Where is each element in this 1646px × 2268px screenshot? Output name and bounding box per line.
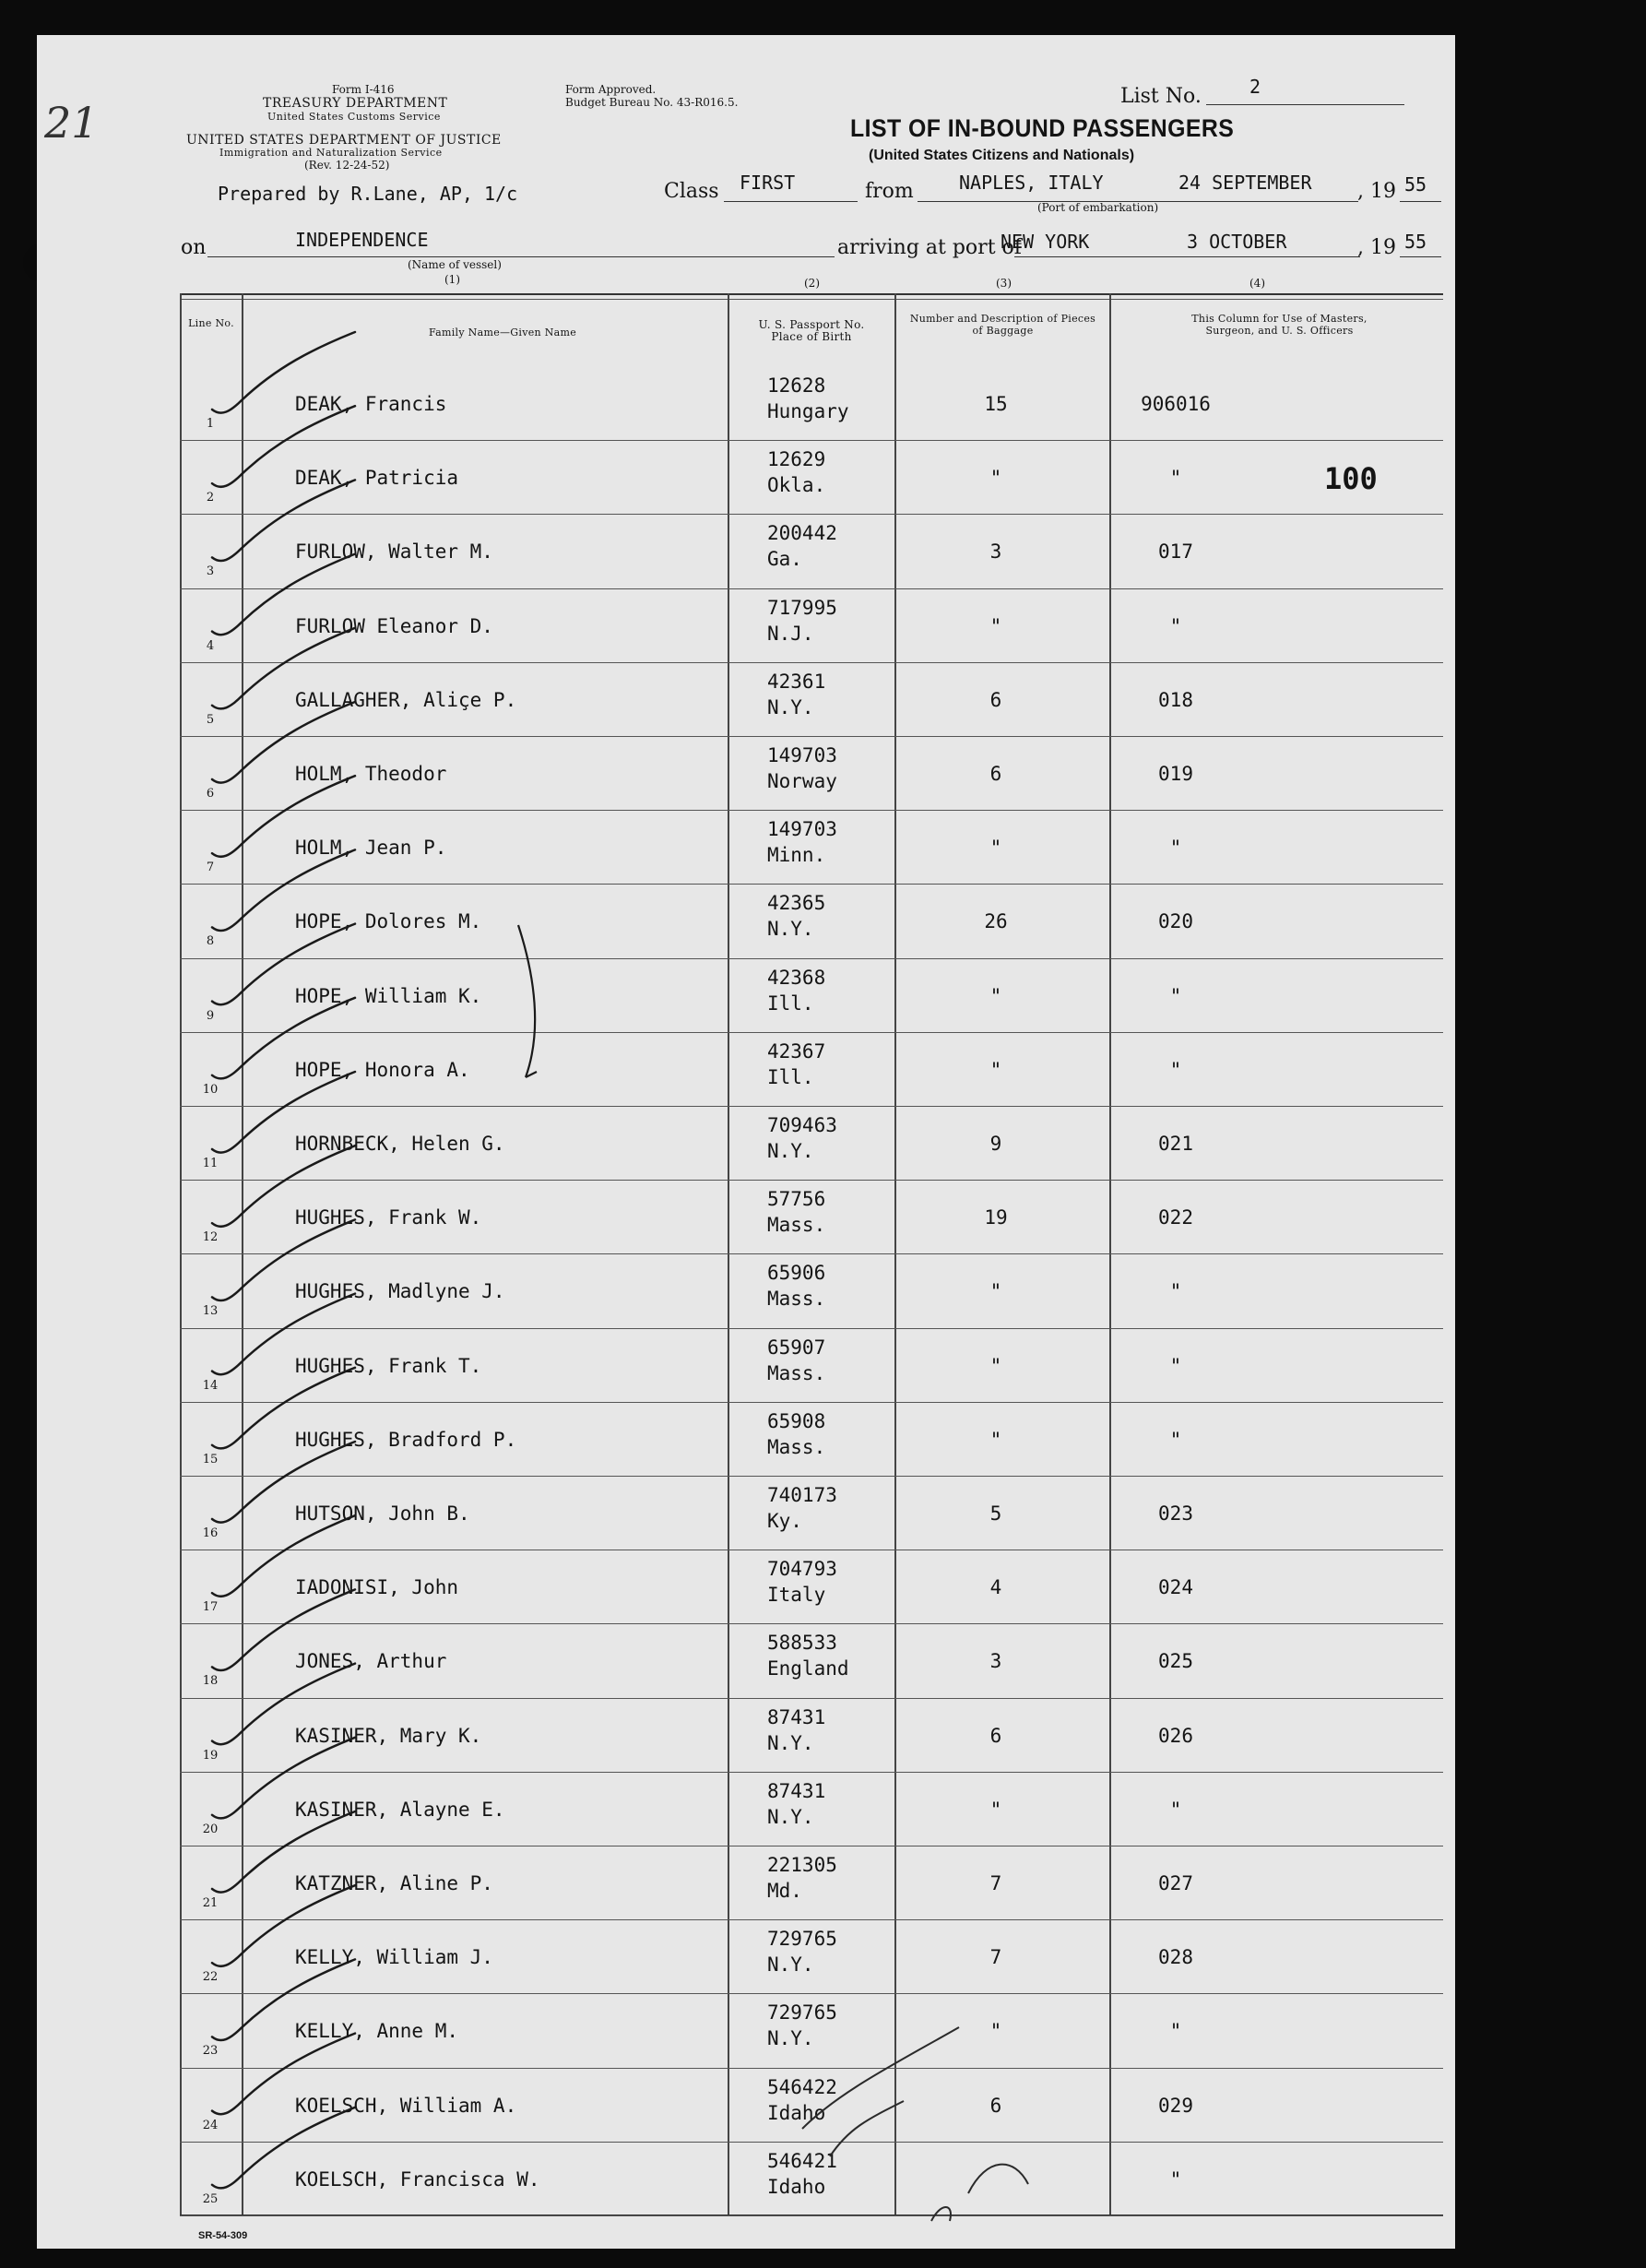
col-num-4: (4)	[1249, 277, 1265, 290]
officer-code: "	[1169, 614, 1182, 637]
officer-code: "	[1169, 1280, 1182, 1303]
place-of-birth: N.Y.	[767, 695, 814, 718]
baggage-count: 6	[989, 763, 1002, 785]
form-approved: Form Approved.	[565, 83, 657, 96]
officer-code: 028	[1158, 1946, 1193, 1969]
officer-code: "	[1169, 837, 1182, 860]
page-subtitle: (United States Citizens and Nationals)	[869, 148, 1135, 163]
vessel-label: (Name of vessel)	[408, 258, 502, 271]
passport-number: 546421	[767, 2149, 837, 2172]
place-of-birth: N.J.	[767, 622, 814, 645]
embark-port: NAPLES, ITALY	[959, 172, 1104, 194]
line-number: 12	[202, 1230, 219, 1245]
officer-code: "	[1169, 467, 1182, 490]
line-number: 16	[202, 1526, 219, 1540]
passport-number: 12628	[767, 374, 826, 397]
officer-code: 018	[1158, 688, 1193, 711]
passport-number: 42365	[767, 892, 826, 915]
place-of-birth: N.Y.	[767, 1140, 814, 1162]
passenger-name: KOELSCH, William A.	[295, 2094, 517, 2117]
passenger-name: HOLM, Theodor	[295, 763, 447, 785]
place-of-birth: Mass.	[767, 1361, 826, 1384]
baggage-count: 6	[989, 2094, 1002, 2117]
place-of-birth: N.Y.	[767, 2027, 814, 2050]
line-number: 7	[206, 861, 215, 875]
line-number: 14	[202, 1378, 219, 1393]
on-label: on	[181, 236, 207, 259]
col-header-officers: This Column for Use of Masters, Surgeon, and U. S. Officers	[1191, 313, 1368, 337]
col-header-name: Family Name—Given Name	[428, 327, 577, 338]
passenger-name: HOPE, William K.	[295, 984, 482, 1007]
line-number: 6	[206, 787, 215, 801]
col-header-baggage: Number and Description of Pieces of Baggage	[909, 313, 1096, 337]
baggage-count: "	[989, 837, 1002, 860]
passenger-name: DEAK, Francis	[295, 393, 447, 415]
officer-code: "	[1169, 2167, 1182, 2191]
baggage-count: 3	[989, 1650, 1002, 1673]
line-number: 3	[206, 564, 215, 579]
justice-dept: UNITED STATES DEPARTMENT OF JUSTICE	[186, 133, 502, 148]
officer-code: 021	[1158, 1133, 1193, 1155]
list-no-value: 2	[1249, 76, 1261, 98]
line-number: 22	[202, 1970, 219, 1985]
passenger-name: GALLAGHER, Aliçe P.	[295, 688, 517, 711]
officer-code: 017	[1158, 540, 1193, 564]
officer-code: 023	[1158, 1502, 1193, 1525]
place-of-birth: Mass.	[767, 1214, 826, 1237]
passport-number: 87431	[767, 1779, 826, 1802]
passport-number: 57756	[767, 1188, 826, 1211]
line-number: 15	[202, 1452, 219, 1466]
passport-number: 65908	[767, 1409, 826, 1432]
passport-number: 149703	[767, 818, 837, 841]
baggage-count: 26	[984, 910, 1008, 933]
stamp-number: 100	[1324, 461, 1378, 496]
passenger-name: JONES, Arthur	[295, 1650, 447, 1673]
baggage-count: "	[989, 984, 1002, 1007]
handwritten-checkmarks	[37, 35, 1455, 2249]
officer-code: 026	[1158, 1724, 1193, 1747]
officer-code: "	[1169, 1798, 1182, 1821]
officer-code: 022	[1158, 1206, 1193, 1229]
passenger-name: DEAK, Patricia	[295, 467, 459, 490]
passenger-name: FURLOW, Walter M.	[295, 540, 493, 564]
form-number: Form I-416	[332, 83, 395, 96]
baggage-count: 5	[989, 1502, 1002, 1525]
line-number: 20	[202, 1822, 219, 1836]
passenger-name: HUGHES, Madlyne J.	[295, 1280, 505, 1303]
line-number: 1	[206, 417, 215, 431]
passenger-name: HUTSON, John B.	[295, 1502, 470, 1525]
passenger-name: HOPE, Honora A.	[295, 1058, 470, 1081]
place-of-birth: Okla.	[767, 474, 826, 497]
arrival-port: NEW YORK	[1001, 231, 1090, 253]
baggage-count: 15	[984, 393, 1008, 415]
officer-code: "	[1169, 1354, 1182, 1377]
depart-date: 24 SEPTEMBER	[1178, 172, 1312, 194]
passport-number: 87431	[767, 1705, 826, 1728]
place-of-birth: Ga.	[767, 548, 802, 571]
passenger-name: KELLY, William J.	[295, 1946, 493, 1969]
class-value: FIRST	[740, 172, 796, 194]
col-num-3: (3)	[996, 277, 1012, 290]
baggage-count: "	[989, 1428, 1002, 1451]
passenger-name: KELLY, Anne M.	[295, 2020, 459, 2043]
baggage-count: "	[989, 467, 1002, 490]
line-number: 21	[202, 1896, 219, 1910]
passenger-name: HUGHES, Frank W.	[295, 1206, 482, 1229]
passport-number: 740173	[767, 1484, 837, 1506]
passport-number: 12629	[767, 448, 826, 471]
line-number: 13	[202, 1304, 219, 1319]
line-number: 10	[202, 1082, 219, 1097]
depart-year-prefix: , 19	[1357, 180, 1396, 203]
officer-code: "	[1169, 1058, 1182, 1081]
passenger-name: KASINER, Mary K.	[295, 1724, 482, 1747]
passenger-name: IADONISI, John	[295, 1576, 459, 1599]
budget-bureau: Budget Bureau No. 43-R016.5.	[565, 96, 739, 109]
passport-number: 200442	[767, 522, 837, 545]
baggage-count: "	[989, 1354, 1002, 1377]
line-number: 11	[202, 1157, 219, 1170]
passenger-name: HUGHES, Bradford P.	[295, 1428, 517, 1451]
officer-code: 020	[1158, 910, 1193, 933]
line-number: 19	[202, 1748, 219, 1763]
place-of-birth: Md.	[767, 1880, 802, 1902]
arriving-label: arriving at port of	[837, 236, 1022, 259]
line-number: 18	[202, 1674, 219, 1689]
ins-service: Immigration and Naturalization Service	[219, 147, 443, 159]
officer-code: 906016	[1141, 393, 1211, 415]
place-of-birth: N.Y.	[767, 1731, 814, 1754]
from-label: from	[865, 180, 914, 203]
place-of-birth: Ill.	[767, 1065, 814, 1088]
line-number: 24	[202, 2118, 219, 2132]
place-of-birth: N.Y.	[767, 918, 814, 941]
baggage-count: "	[989, 614, 1002, 637]
passport-number: 704793	[767, 1558, 837, 1581]
officer-code: "	[1169, 984, 1182, 1007]
baggage-count: 4	[989, 1576, 1002, 1599]
passport-number: 709463	[767, 1114, 837, 1136]
passenger-name: HOPE, Dolores M.	[295, 910, 482, 933]
port-embark-label: (Port of embarkation)	[1037, 201, 1159, 214]
officer-code: 027	[1158, 1872, 1193, 1894]
passport-number: 729765	[767, 1928, 837, 1951]
passport-number: 65907	[767, 1336, 826, 1359]
passenger-name: FURLOW Eleanor D.	[295, 614, 493, 637]
officer-code: "	[1169, 1428, 1182, 1451]
line-number: 5	[206, 712, 215, 727]
passenger-name: KASINER, Alayne E.	[295, 1798, 505, 1821]
place-of-birth: N.Y.	[767, 1805, 814, 1828]
baggage-count: "	[989, 1058, 1002, 1081]
col-header-line: Line No.	[188, 317, 234, 329]
passenger-name: HORNBECK, Helen G.	[295, 1133, 505, 1155]
place-of-birth: Norway	[767, 770, 837, 792]
line-number: 8	[206, 934, 215, 949]
depart-year: 55	[1404, 173, 1427, 196]
place-of-birth: Mass.	[767, 1435, 826, 1458]
class-label: Class	[664, 180, 719, 203]
page-title: LIST OF IN-BOUND PASSENGERS	[850, 114, 1235, 142]
form-footer: SR-54-309	[198, 2230, 248, 2241]
arrival-date: 3 OCTOBER	[1187, 231, 1287, 253]
passport-number: 42361	[767, 670, 826, 693]
line-number: 9	[206, 1008, 215, 1023]
passenger-name: HOLM, Jean P.	[295, 837, 447, 860]
passport-number: 717995	[767, 596, 837, 619]
place-of-birth: Ky.	[767, 1510, 802, 1532]
col-num-2: (2)	[804, 277, 820, 290]
treasury-dept: TREASURY DEPARTMENT	[263, 96, 448, 111]
place-of-birth: Idaho	[767, 2175, 826, 2198]
vessel-name: INDEPENDENCE	[295, 229, 429, 251]
place-of-birth: England	[767, 1657, 849, 1680]
col-header-passport: U. S. Passport No. Place of Birth	[758, 318, 865, 343]
passenger-name: KOELSCH, Francisca W.	[295, 2167, 540, 2191]
arrival-year-prefix: , 19	[1357, 236, 1396, 259]
line-number: 23	[202, 2044, 219, 2059]
form-rev: (Rev. 12-24-52)	[304, 159, 390, 172]
passenger-name: HUGHES, Frank T.	[295, 1354, 482, 1377]
place-of-birth: Minn.	[767, 844, 826, 867]
baggage-count: 19	[984, 1206, 1008, 1229]
passport-number: 588533	[767, 1632, 837, 1655]
baggage-count: "	[989, 2020, 1002, 2043]
line-number: 2	[206, 491, 215, 505]
line-number: 4	[206, 638, 215, 653]
place-of-birth: Ill.	[767, 992, 814, 1015]
passport-number: 221305	[767, 1854, 837, 1876]
col-num-1: (1)	[444, 273, 460, 286]
passport-number: 546422	[767, 2075, 837, 2098]
place-of-birth: Hungary	[767, 400, 849, 422]
line-number: 25	[202, 2191, 219, 2206]
place-of-birth: Idaho	[767, 2101, 826, 2124]
list-no-label: List No.	[1120, 85, 1202, 108]
corner-handwriting: 21	[44, 98, 99, 148]
officer-code: 019	[1158, 763, 1193, 785]
baggage-count: 7	[989, 1946, 1002, 1969]
officer-code: 025	[1158, 1650, 1193, 1673]
baggage-count: 6	[989, 1724, 1002, 1747]
officer-code: 024	[1158, 1576, 1193, 1599]
passport-number: 42367	[767, 1039, 826, 1063]
passport-number: 149703	[767, 744, 837, 766]
passport-number: 42368	[767, 966, 826, 989]
baggage-count: 9	[989, 1133, 1002, 1155]
baggage-count: "	[989, 1798, 1002, 1821]
baggage-count: 7	[989, 1872, 1002, 1894]
baggage-count: 6	[989, 688, 1002, 711]
customs-service: United States Customs Service	[267, 111, 441, 123]
passenger-name: KATZNER, Aline P.	[295, 1872, 493, 1894]
baggage-count: 3	[989, 540, 1002, 564]
passport-number: 729765	[767, 2001, 837, 2025]
passport-number: 65906	[767, 1262, 826, 1285]
place-of-birth: Italy	[767, 1584, 826, 1607]
officer-code: "	[1169, 2020, 1182, 2043]
officer-code: 029	[1158, 2094, 1193, 2117]
passenger-manifest-page	[37, 35, 1455, 2249]
baggage-count: "	[989, 1280, 1002, 1303]
prepared-by: Prepared by R.Lane, AP, 1/c	[218, 183, 518, 205]
place-of-birth: N.Y.	[767, 1953, 814, 1977]
place-of-birth: Mass.	[767, 1288, 826, 1311]
arrival-year: 55	[1404, 231, 1427, 253]
line-number: 17	[202, 1600, 219, 1615]
